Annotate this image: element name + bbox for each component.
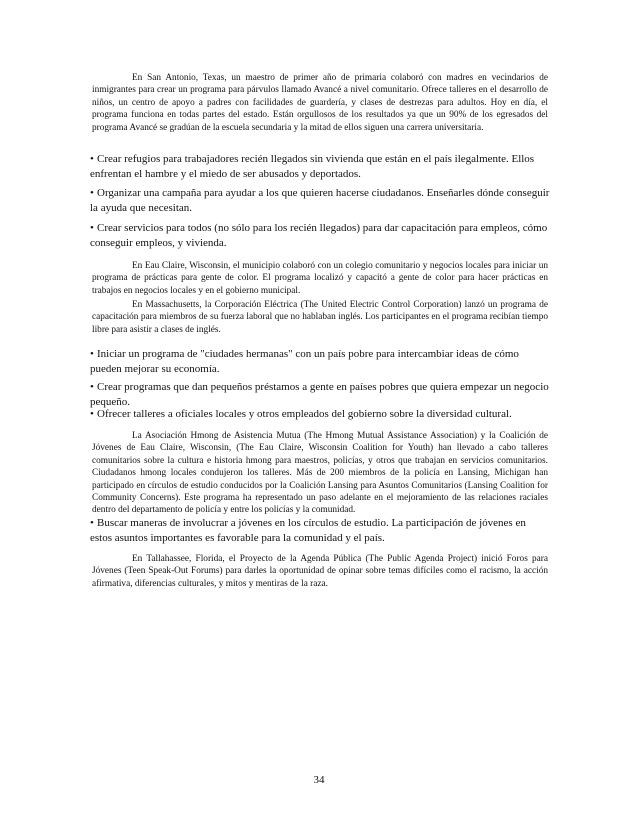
bullet-item-jovenes: • Buscar maneras de involucrar a jóvenes en los círculos de estudio. La participación de jóvenes en estos asuntos importantes es favorable para la comunidad y el país.: [90, 517, 526, 544]
bullet-item-refugios: • Crear refugios para trabajadores recién llegados sin vivienda que están en el país ilegalmente. Ellos enfrentan el hambre y el miedo de ser abusados y deportados.: [90, 153, 535, 180]
example-paragraph-massachusetts: En Massachusetts, la Corporación Eléctrica (The United Electric Control Corporation) lanzó un programa de capacitación para miembros de su fuerza laboral que no hablaban inglés. Los participantes en el programa recibían tiempo libre para asistir a clases de inglés.: [92, 300, 548, 335]
example-paragraph-hmong: La Asociación Hmong de Asistencia Mutua (The Hmong Mutual Assistance Association) y la Coalición de Jóvenes de Eau Claire, Wisconsin, (The Eau Claire, Wisconsin Coalition for Youth) han llevado a cabo talleres comunitarios sobre la cultura e historia hmong para maestros, policías, y otros que trabajan en servicios comunitarios. Ciudadanos hmong locales condujeron los talleres. Más de 200 miembros de la policía en Lansing, Michigan han participado en círculos de estudio conducidos por la Coalición Lansing para Asuntos Comunitarios (Lansing Coalition for Community Concerns). Este programa ha representado un paso adelante en el mejoramiento de las relaciones raciales dentro del departamento de policía y entre los policías y la comunidad.: [92, 431, 548, 516]
bullet-item-ciudades-hermanas: • Iniciar un programa de "ciudades hermanas" con un país pobre para intercambiar ideas de cómo pueden mejorar su economía.: [90, 348, 519, 375]
bullet-item-talleres: • Ofrecer talleres a oficiales locales y otros empleados del gobierno sobre la diversidad cultural.: [90, 408, 512, 420]
bullet-item-ciudadanos: • Organizar una campaña para ayudar a los que quieren hacerse ciudadanos. Enseñarles dónde conseguir la ayuda que necesitan.: [90, 187, 550, 214]
example-paragraph-tallahassee: En Tallahassee, Florida, el Proyecto de la Agenda Pública (The Public Agenda Project) inició Foros para Jóvenes (Teen Speak-Out Forums) para darles la oportunidad de opinar sobre temas difíciles como el racismo, la acción afirmativa, diferencias culturales, y mitos y mentiras de la raza.: [92, 554, 548, 589]
example-paragraph-eau-claire: En Eau Claire, Wisconsin, el municipio colaboró con un colegio comunitario y negocios locales para iniciar un programa de prácticas para gente de color. El programa localizó y capacitó a gente de color para hacer prácticas en trabajos en negocios locales y en el gobierno municipal.: [92, 261, 548, 296]
bullet-item-prestamos: • Crear programas que dan pequeños préstamos a gente en países pobres que quiera empezar un negocio pequeño.: [90, 381, 549, 408]
page-number: 34: [313, 774, 325, 786]
bullet-item-servicios: • Crear servicios para todos (no sólo para los recién llegados) para dar capacitación para empleos, cómo conseguir empleos, y vivienda.: [90, 222, 548, 249]
example-paragraph-avance: En San Antonio, Texas, un maestro de primer año de primaria colaboró con madres en vecindarios de inmigrantes para crear un programa para párvulos llamado Avancé a nivel comunitario. Ofrece talleres en el desarrollo de niños, un centro de apoyo a padres con facilidades de guardería, y clases de destrezas para adultos. Hoy en día, el programa funciona en todas partes del estado. Están orgullosos de los resultados ya que un 90% de los egresados del programa Avancé se gradúan de la escuela secundaria y la mitad de ellos siguen una carrera universitaria.: [92, 73, 548, 133]
